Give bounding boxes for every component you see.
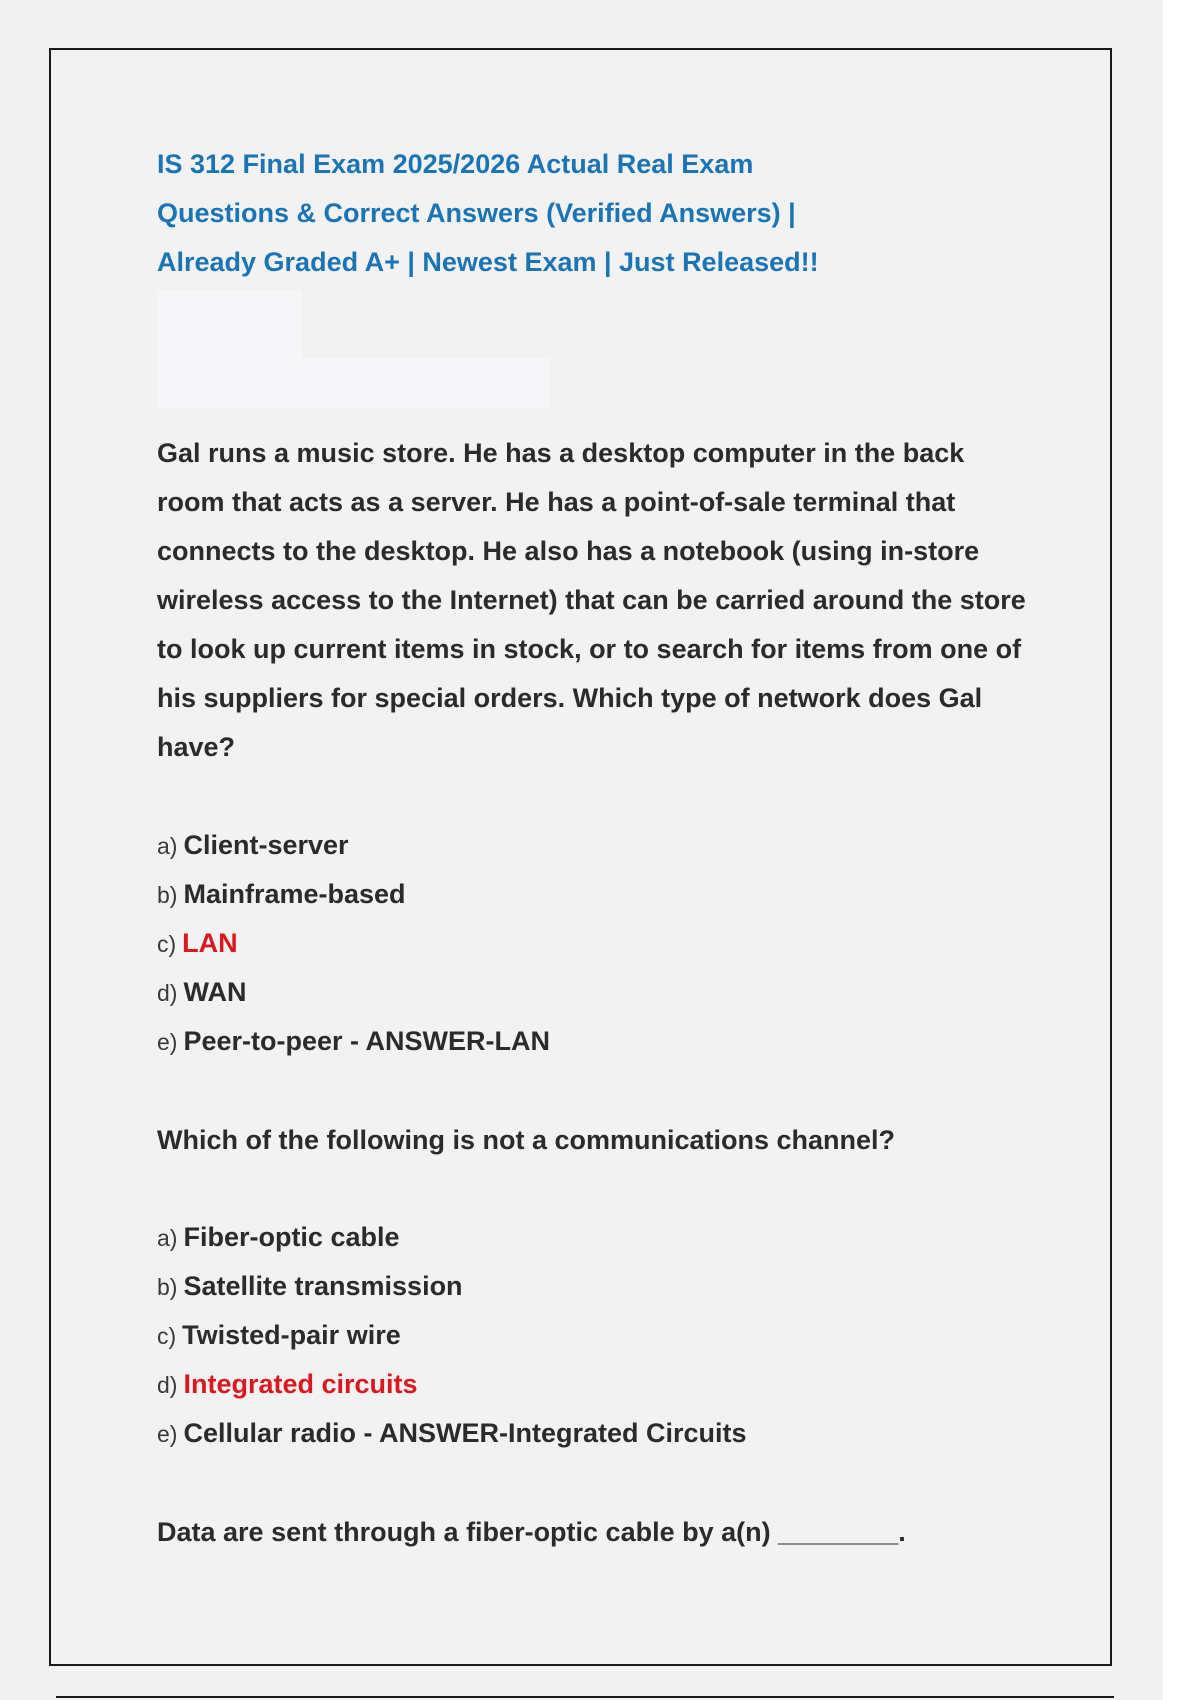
options-list-1 <box>157 821 1027 1066</box>
option-letter: e) <box>157 1029 178 1055</box>
document-title <box>157 140 877 287</box>
option-text: Peer-to-peer - ANSWER-LAN <box>183 1026 550 1056</box>
option-item <box>157 870 1027 919</box>
option-item <box>157 1409 1027 1458</box>
page-margin-strip <box>1163 0 1200 1700</box>
option-text: Mainframe-based <box>183 879 406 909</box>
option-item <box>157 1262 1027 1311</box>
option-letter: d) <box>157 1372 178 1398</box>
blank-area <box>157 290 302 360</box>
title-line: IS 312 Final Exam 2025/2026 Actual Real Exam <box>157 149 754 179</box>
option-letter: a) <box>157 1225 178 1251</box>
option-letter: d) <box>157 980 178 1006</box>
option-text: Twisted-pair wire <box>182 1320 401 1350</box>
option-letter: b) <box>157 882 178 908</box>
option-text: Cellular radio - ANSWER-Integrated Circuits <box>183 1418 747 1448</box>
option-item-correct <box>157 1360 1027 1409</box>
option-text: WAN <box>183 977 247 1007</box>
title-line: Already Graded A+ | Newest Exam | Just Released!! <box>157 247 819 277</box>
option-letter: b) <box>157 1274 178 1300</box>
options-list-2 <box>157 1213 1027 1458</box>
option-item <box>157 1017 1027 1066</box>
option-letter: c) <box>157 931 177 957</box>
option-letter: e) <box>157 1421 178 1447</box>
option-item <box>157 968 1027 1017</box>
option-letter: c) <box>157 1323 177 1349</box>
option-item-correct <box>157 919 1027 968</box>
option-text: LAN <box>182 928 238 958</box>
option-item <box>157 1311 1027 1360</box>
option-item <box>157 1213 1027 1262</box>
divider <box>56 1696 1114 1698</box>
option-text: Fiber-optic cable <box>183 1222 400 1252</box>
blank-area <box>157 358 549 408</box>
option-text: Integrated circuits <box>183 1369 418 1399</box>
question-text-1: Gal runs a music store. He has a desktop computer in the back room that acts as a server. He has a point-of-sale terminal that connects to the desktop. He also has a notebook (using in-store wireless access to the Internet) that can be carried around the store to look up current items in stock, or to search for items from one of his suppliers for special orders. Which type of network does Gal have? <box>157 438 1026 762</box>
option-text: Satellite transmission <box>183 1271 463 1301</box>
option-letter: a) <box>157 833 178 859</box>
question-text-3: Data are sent through a fiber-optic cable by a(n) ________. <box>157 1517 906 1547</box>
title-line: Questions & Correct Answers (Verified Answers) | <box>157 198 796 228</box>
question-text-2: Which of the following is not a communications channel? <box>157 1125 896 1155</box>
option-text: Client-server <box>183 830 349 860</box>
option-item <box>157 821 1027 870</box>
